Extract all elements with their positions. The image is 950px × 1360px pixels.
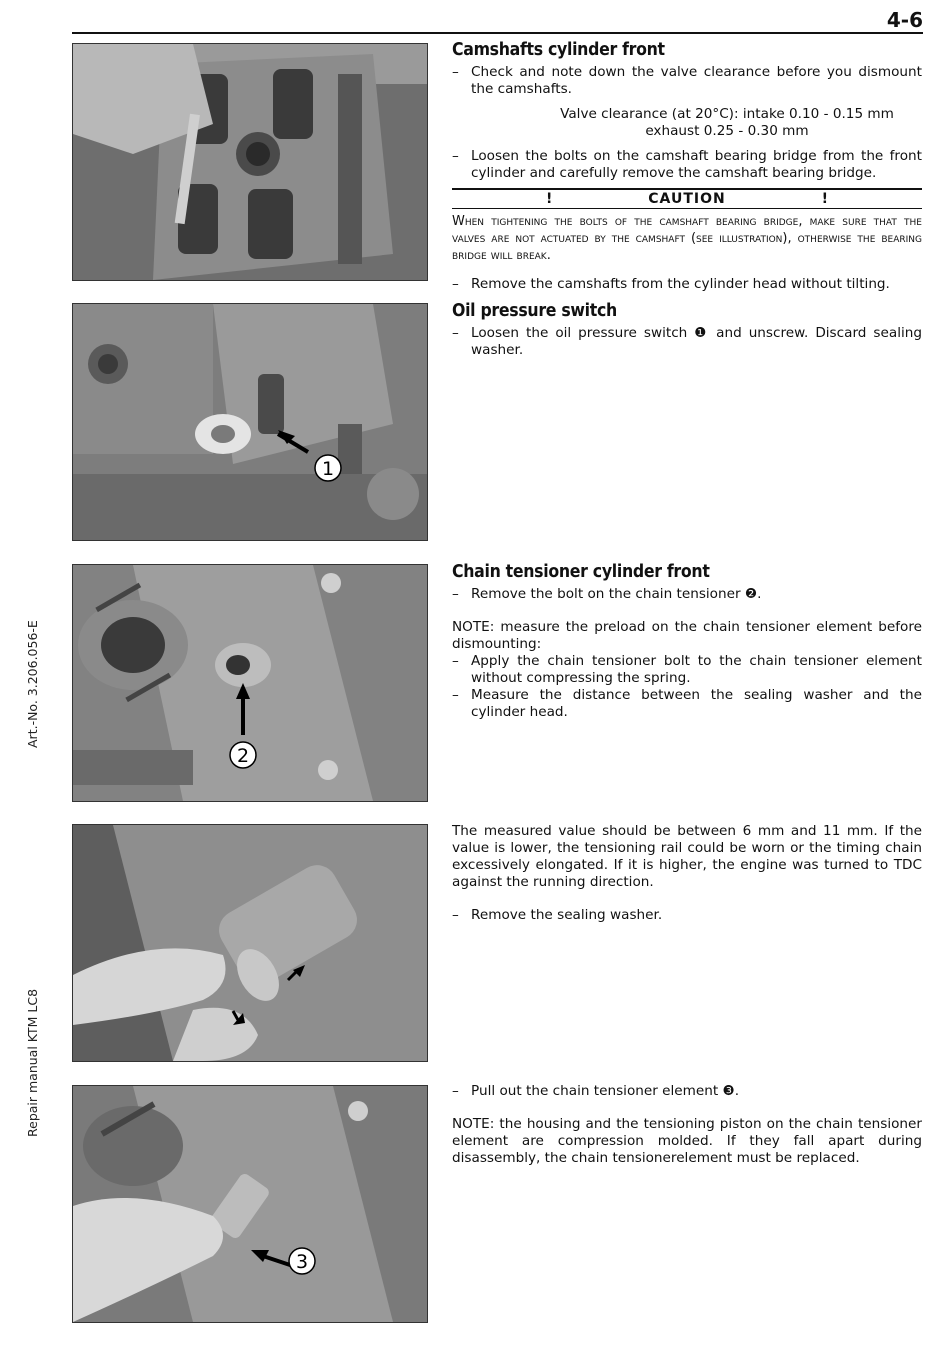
photo-camshafts — [72, 43, 428, 281]
step: – Apply the chain tensioner bolt to the chain tensioner element without compressing the spring. — [452, 653, 922, 686]
paragraph: The measured value should be between 6 mm and 11 mm. If the value is lower, the tensioning rail could be worn or the timing chain excessively elongated. If it is higher, the engine was turned to TDC against the running direction. — [452, 823, 922, 890]
step: – Remove the sealing washer. — [452, 907, 663, 923]
page-number: 4-6 — [886, 8, 923, 32]
step: – Check and note down the valve clearance before you dismount the camshafts. — [452, 64, 922, 97]
callout-3: 3 — [295, 1251, 309, 1273]
photo-chain-tensioner-bolt — [72, 564, 428, 802]
callout-1: 1 — [321, 458, 335, 480]
step: – Measure the distance between the sealing washer and the cylinder head. — [452, 687, 922, 720]
photo-measure-distance — [72, 824, 428, 1062]
photo-oil-pressure-switch — [72, 303, 428, 541]
section-pull-out — [452, 1083, 922, 1175]
step: – Remove the camshafts from the cylinder head without tilting. — [452, 276, 890, 292]
section-oil-pressure-switch — [452, 301, 922, 367]
sidebar — [0, 0, 60, 1360]
section-title: Camshafts cylinder front — [452, 40, 665, 60]
caution-mark-left: ! — [546, 191, 553, 207]
header-rule — [72, 32, 923, 34]
caution-banner — [452, 188, 922, 209]
section-camshafts — [452, 40, 922, 301]
valve-clearance-intake: Valve clearance (at 20°C): intake 0.10 - 0.15 mm — [560, 106, 894, 122]
caution-mark-right: ! — [821, 191, 828, 207]
callout-2: 2 — [236, 745, 250, 767]
section-measured-value — [452, 823, 922, 932]
step: – Pull out the chain tensioner element ❸. — [452, 1083, 740, 1099]
section-title: Oil pressure switch — [452, 301, 617, 321]
step: – Loosen the oil pressure switch ❶ and unscrew. Discard sealing washer. — [452, 325, 922, 358]
manual-title: Repair manual KTM LC8 — [25, 988, 40, 1137]
step: – Loosen the bolts on the camshaft bearing bridge from the front cylinder and carefully remove the camshaft bearing bridge. — [452, 148, 922, 181]
caution-label: CAUTION — [648, 191, 726, 207]
caution-text: When tightening the bolts of the camshaft bearing bridge, make sure that the valves are not actuated by the camshaft (see illustration), otherwise the bearing bridge will break. — [452, 214, 922, 263]
note: NOTE: the housing and the tensioning piston on the chain tensioner element are compression molded. If they fall apart during disassembly, the chain tensionerelement must be replaced. — [452, 1116, 922, 1166]
photo-pull-out-tensioner — [72, 1085, 428, 1323]
section-chain-tensioner — [452, 562, 922, 729]
note: NOTE: measure the preload on the chain tensioner element before dismounting: — [452, 619, 922, 652]
step: – Remove the bolt on the chain tensioner ❷. — [452, 586, 762, 602]
valve-clearance-exhaust: exhaust 0.25 - 0.30 mm — [645, 123, 809, 139]
section-title: Chain tensioner cylinder front — [452, 562, 710, 582]
article-number: Art.-No. 3.206.056-E — [25, 620, 40, 748]
